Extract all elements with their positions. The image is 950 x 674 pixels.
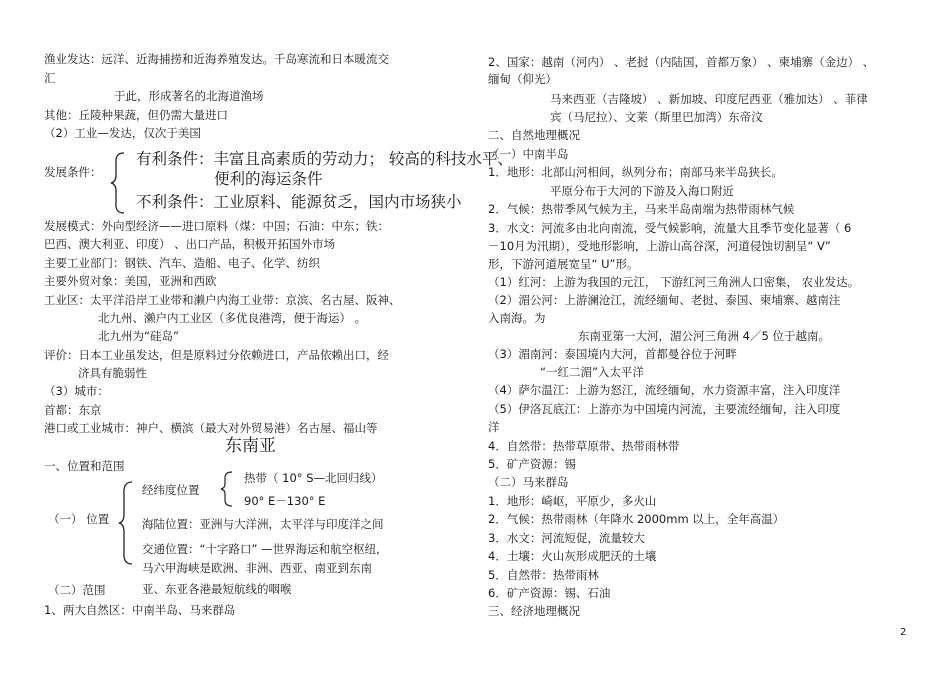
- page-number: 2: [900, 627, 907, 638]
- range-label: （二）范围: [48, 583, 106, 597]
- dev-conditions-label: 发展条件：: [44, 165, 102, 179]
- text-line: 渔业发达：远洋、近海捕捞和近海养殖发达。千岛寒流和日本暖流交: [44, 52, 389, 66]
- position-label: （一） 位置: [48, 512, 110, 526]
- text-line: 发展模式：外向型经济——进口原料（煤：中国；石油：中东；铁：: [44, 219, 389, 233]
- text-line: 4．土壤：火山灰形成肥沃的土壤: [488, 549, 657, 563]
- text-line: （3）城市：: [44, 384, 109, 398]
- text-line: 1．地形：北部山河相间，纵列分布；南部马来半岛狭长。: [488, 165, 783, 179]
- text-line: （1）红河：上游为我国的元江， 下游红河三角洲人口密集， 农业发达。: [488, 275, 860, 289]
- subheading: （二）马来群岛: [488, 475, 569, 489]
- text-line: 1．地形：崎岖，平原少，多火山: [488, 494, 657, 508]
- text-line: （2）工业—发达，仅次于美国: [44, 126, 201, 140]
- text-line: 其他：丘陵种果蔬，但仍需大量进口: [44, 108, 228, 122]
- text-line: 2、国家：越南（河内） 、老挝（内陆国，首都万象） 、柬埔寨（金边） 、: [488, 55, 875, 69]
- lat-line: 热带（ 10° S—北回归线）: [244, 471, 383, 485]
- text-line: 于此，形成著名的北海道渔场: [114, 89, 264, 103]
- text-line: 工业区：太平洋沿岸工业带和濑户内海工业带：京滨、名古屋、阪神、: [44, 293, 401, 307]
- text-line: 缅甸（仰光）: [488, 72, 557, 86]
- text-line: 2．气候：热带雨林（年降水 2000mm 以上，全年高温）: [488, 512, 785, 526]
- text-line: （3）湄南河：泰国境内大河，首都曼谷位于河畔: [488, 347, 737, 361]
- brace-icon: [110, 151, 126, 215]
- text-line: 宾（马尼拉）、文莱（斯里巴加湾）东帝汶: [550, 110, 763, 124]
- text-line: 评价：日本工业虽发达，但是原料过分依赖进口，产品依赖出口，经: [44, 348, 389, 362]
- heading: 二、自然地理概况: [488, 128, 580, 142]
- text-line: 主要工业部门：钢铁、汽车、造船、电子、化学、纺织: [44, 256, 320, 270]
- text-line: 海陆位置：亚洲与大洋洲，太平洋与印度洋之间: [142, 517, 384, 531]
- text-line: 汇: [44, 71, 56, 85]
- text-line: 济具有脆弱性: [78, 366, 147, 380]
- unfavorable-conditions: 不利条件：工业原料、能源贫乏，国内市场狭小: [136, 193, 462, 211]
- text-line: 2．气候：热带季风气候为主，马来半岛南端为热带雨林气候: [488, 202, 795, 216]
- text-line: 东南亚第一大河，湄公河三角洲 4／5 位于越南。: [578, 329, 830, 343]
- text-line: 1、两大自然区：中南半岛、马来群岛: [44, 603, 236, 617]
- text-line: 交通位置：“十字路口” —世界海运和航空枢纽,: [142, 542, 380, 556]
- text-line: （2）湄公河：上游澜沧江，流经缅甸、老挝、泰国、柬埔寨、越南注: [488, 293, 841, 307]
- text-line: －10月为汛期），受地形影响，上游山高谷深，河道侵蚀切割呈“ V”: [488, 239, 831, 253]
- text-line: 入南海。为: [488, 311, 546, 325]
- lat-long-label: 经纬度位置: [142, 483, 200, 497]
- heading: 一、位置和范围: [44, 459, 125, 473]
- text-line: 3．水文：河流多由北向南流，受气候影响，流量大且季节变化显著（ 6: [488, 221, 852, 235]
- text-line: 首都：东京: [44, 403, 102, 417]
- favorable-conditions-cont: 便利的海运条件: [214, 170, 323, 188]
- text-line: （4）萨尔温江：上游为怒江，流经缅甸，水力资源丰富，注入印度洋: [488, 383, 841, 397]
- brace-icon: [220, 470, 234, 508]
- text-line: 北九州、濑户内工业区（多优良港湾，便于海运） 。: [98, 311, 367, 325]
- text-line: 洋: [488, 420, 500, 434]
- text-line: 马六甲海峡是欧洲、非洲、西亚、南亚到东南: [142, 561, 372, 575]
- heading: 三、经济地理概况: [488, 604, 580, 618]
- text-line: 平原分布于大河的下游及入海口附近: [550, 184, 734, 198]
- brace-icon: [118, 480, 134, 566]
- text-line: 主要外贸对象：美国，亚洲和西欧: [44, 274, 217, 288]
- text-line: 4．自然带：热带草原带、热带雨林带: [488, 439, 680, 453]
- text-line: 3．水文：河流短促，流量较大: [488, 531, 645, 545]
- subheading: （一）中南半岛: [488, 147, 569, 161]
- text-line: 亚、东亚各港最短航线的咽喉: [142, 582, 292, 596]
- text-line: 马来西亚（吉隆坡） 、新加坡、印度尼西亚（雅加达） 、菲律: [550, 92, 868, 106]
- text-line: 形，下游河道展宽呈“ U”形。: [488, 257, 639, 271]
- text-line: 5．矿产资源：锡: [488, 457, 576, 471]
- favorable-conditions: 有利条件：丰富且高素质的劳动力； 较高的科技水平、: [136, 150, 513, 168]
- long-line: 90° E－130° E: [244, 494, 326, 508]
- text-line: （5）伊洛瓦底江：上游亦为中国境内河流，主要流经缅甸，注入印度: [488, 402, 841, 416]
- text-line: 巴西、澳大利亚、印度） 、出口产品，积极开拓国外市场: [44, 237, 336, 251]
- text-line: 北九州为“硅岛”: [98, 329, 179, 343]
- text-line: 港口或工业城市：神户、横滨（最大对外贸易港）名古屋、福山等: [44, 421, 378, 435]
- section-title: 东南亚: [225, 436, 276, 456]
- text-line: 5．自然带：热带雨林: [488, 568, 599, 582]
- text-line: 6．矿产资源：锡、石油: [488, 586, 611, 600]
- text-line: “一红二湄”入太平洋: [540, 365, 644, 379]
